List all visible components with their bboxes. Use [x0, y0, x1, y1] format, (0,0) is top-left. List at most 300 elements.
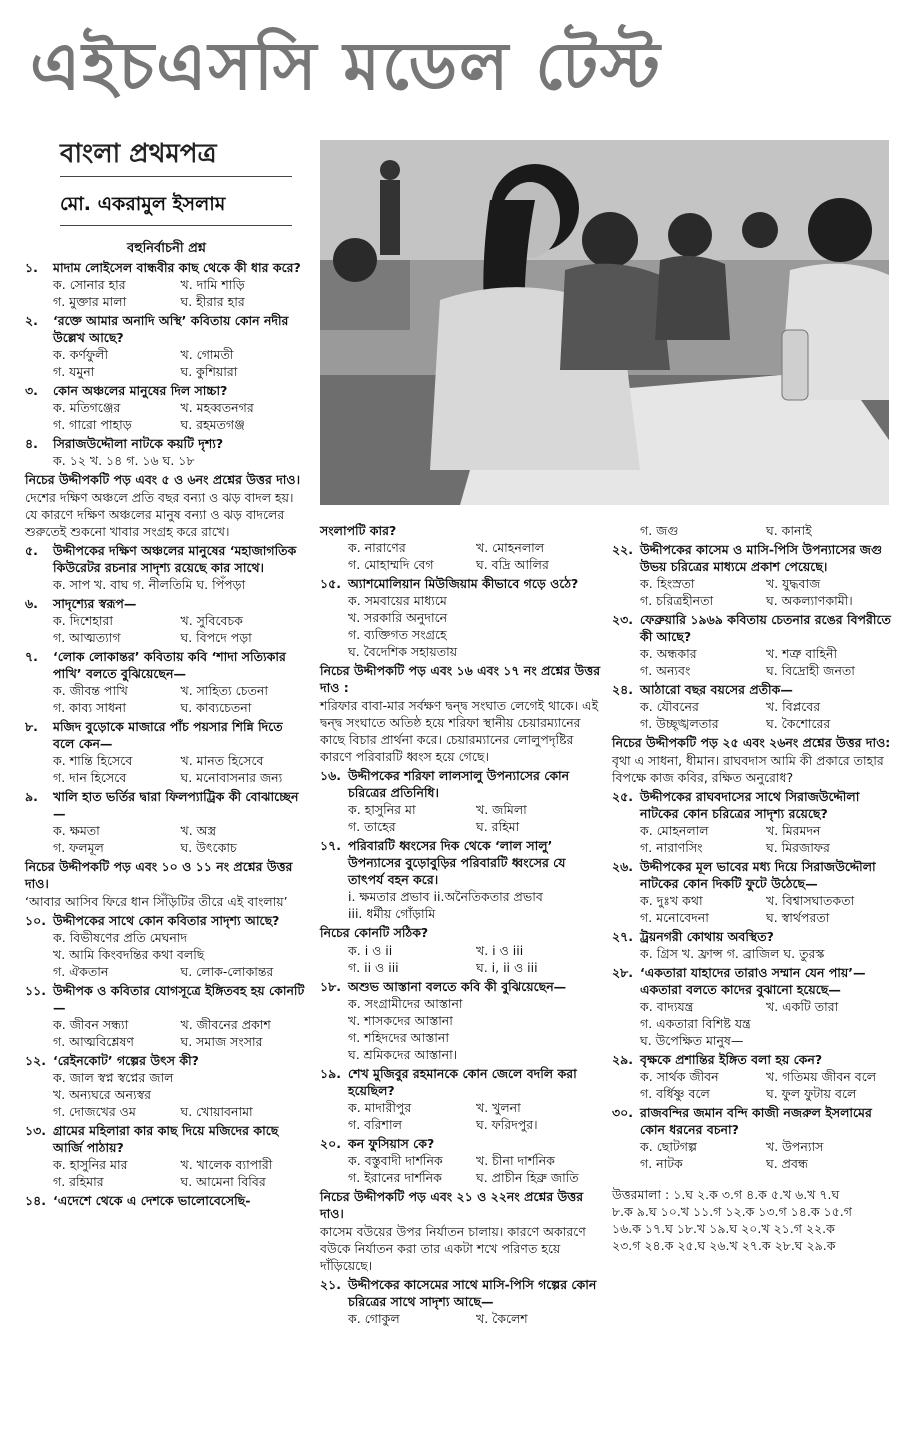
answer-option: গ. অন্যবং: [640, 663, 691, 678]
answer-option: ঘ. বিদ্রোহী জনতা: [766, 663, 855, 678]
question-text: ‘একতারা যাহাদের তারাও সম্মান যেন পায়’—একতারা বলতে কাদের বুঝানো হয়েছে—: [640, 965, 866, 997]
question-number: ৬.: [25, 596, 38, 611]
question: [320, 1135, 604, 1186]
stimulus-text: দেশের দক্ষিণ অঞ্চলে প্রতি বছর বন্যা ও ঝড় বাদল হয়। যে কারণে দক্ষিণ অঞ্চলের মানুষ বন্যা ও ঝড় বাদলের শুরুতেই শুকনো খাবার সংগ্রহ করে রাখে।: [25, 490, 294, 539]
stimulus-text: বৃথা এ সাধনা, ধীমান। রাঘবদাস আমি কী প্রকারে তাহার বিপক্ষে কাজ কবির, রক্ষিত অনুরোধ?: [612, 753, 884, 785]
answer-option: খ. উপন্যাস: [766, 1139, 824, 1154]
question-number: ১১.: [25, 983, 46, 998]
answer-option: খ. মহব্বতনগর: [180, 400, 254, 415]
question: [25, 1052, 308, 1120]
option-row: [25, 416, 308, 433]
option-row: [612, 822, 892, 839]
option-row: [612, 892, 892, 909]
question-number: ২৬.: [612, 859, 634, 874]
question-text: অশুভ আস্তানা বলতে কবি কী বুঝিয়েছেন—: [348, 979, 567, 994]
question-number: ২৫.: [612, 789, 633, 804]
option-row: [25, 1069, 308, 1086]
option-row: [25, 929, 308, 946]
question-number: ২০.: [320, 1136, 342, 1151]
question: [612, 788, 892, 856]
answer-option: ঘ. মিরজাফর: [766, 840, 830, 855]
question-stem: [25, 912, 308, 929]
question-text: সাদৃশ্যের স্বরূপ—: [53, 596, 137, 611]
option-row: [320, 1029, 604, 1046]
exam-hall-photo: [320, 140, 889, 505]
answer-option: খ. সুবিবেচক: [180, 613, 243, 628]
answer-option: ঘ. ফুল ফুটায় বলে: [766, 1086, 857, 1101]
option-row: [612, 1138, 892, 1155]
option-row: [320, 1046, 604, 1063]
option-row: [25, 452, 308, 469]
option-row: [320, 609, 604, 626]
question: [612, 928, 892, 962]
answer-option: গ. চরিত্রহীনতা: [640, 593, 714, 608]
question-text: ‘এদেশে থেকে এ দেশকে ভালোবেসেছি-: [53, 1193, 251, 1208]
answer-option: খ. আমি কিংবদন্তির কথা বলছি: [53, 947, 205, 962]
answer-option: ঘ. উৎকোচ: [180, 840, 237, 855]
question-number: ২৪.: [612, 682, 633, 697]
question: [25, 788, 308, 856]
answer-option: ঘ. লোক-লোকান্তর: [180, 964, 274, 979]
answer-option: ক. জীবন্ত পাখি: [53, 683, 128, 698]
option-row: [612, 909, 892, 926]
option-row: [612, 662, 892, 679]
question: [25, 718, 308, 786]
option-row: [25, 629, 308, 646]
question-text: অ্যাশমোলিয়ান মিউজিয়াম কীভাবে গড়ে ওঠে?: [348, 576, 579, 591]
question-stem: [612, 858, 892, 892]
option-row: [612, 715, 892, 732]
question-number: ২৮.: [612, 965, 633, 980]
option-row: [25, 1103, 308, 1120]
option-row: [320, 905, 604, 922]
answer-key-line: ৮.ক ৯.ঘ ১০.খ ১১.গ ১২.ক ১৩.গ ১৪.ক ১৫.গ: [612, 1204, 852, 1219]
option-row: [25, 612, 308, 629]
answer-option: ক. মতিগঞ্জের: [53, 400, 121, 415]
stimulus-text: কাসেম বউয়ের উপর নির্যাতন চালায়। কারণে অকারণে বউকে নির্যাতন করা তার একটা শখে পরিণত হয়ে দাঁড়িয়েছে।: [320, 1224, 586, 1273]
answer-option: ক. অন্ধকার: [640, 646, 697, 661]
question-stem: [612, 964, 892, 998]
answer-key-line: ১৬.ক ১৭.ঘ ১৮.খ ১৯.ঘ ২০.খ ২১.গ ২২.ক: [612, 1221, 835, 1236]
answer-option: ক. সার্থক জীবন: [640, 1069, 719, 1084]
answer-option: ঘ. উপেক্ষিত মানুষ—: [640, 1033, 744, 1048]
question-number: ৯.: [25, 789, 38, 804]
option-row: [320, 643, 604, 660]
answer-option: ঘ. রহমতগঞ্জ: [180, 417, 245, 432]
answer-option: ক. মোহনলাল: [640, 823, 709, 838]
question-number: ২১.: [320, 1277, 341, 1292]
stimulus-heading: নিচের উদ্দীপকটি পড় এবং ১৬ এবং ১৭ নং প্রশ্নের উত্তর দাও :: [320, 663, 601, 695]
answer-option: গ. নাটক: [640, 1156, 683, 1171]
question-text: ফেব্রুয়ারি ১৯৬৯ কবিতায় চেতনার রঙের বিপরীতে কী আছে?: [640, 612, 891, 644]
answer-option: ঘ. হীরার হার: [180, 294, 245, 309]
question: [25, 1122, 308, 1190]
question: [320, 837, 604, 922]
answer-option: ঘ. খোয়াবনামা: [180, 1104, 253, 1119]
question: [25, 382, 308, 433]
question: [25, 435, 308, 469]
option-row: [320, 1116, 604, 1133]
answer-option: ঘ. বিপদে পড়া: [180, 630, 252, 645]
question-number: ৩০.: [612, 1105, 634, 1120]
question-stem: [320, 1135, 604, 1152]
question: [25, 912, 308, 980]
question-number: ৪.: [25, 436, 38, 451]
answer-key: [612, 1186, 892, 1254]
answer-option: গ. শহিদদের আস্তানা: [348, 1030, 449, 1045]
question-number: ১৩.: [25, 1123, 46, 1138]
option-row: [612, 522, 892, 539]
question: [320, 1065, 604, 1133]
option-row: [612, 592, 892, 609]
question-stem: [25, 1192, 308, 1209]
question: [320, 1276, 604, 1327]
answer-option: ক. হাসুনির মা: [348, 802, 416, 817]
question-stem: [612, 541, 892, 575]
option-row: [25, 1033, 308, 1050]
answer-option: i. ক্ষমতার প্রভাব ii.অনৈতিকতার প্রভাব: [348, 889, 543, 904]
answer-option: ক. ১২ খ. ১৪ গ. ১৬ ঘ. ১৮: [53, 453, 195, 468]
question: [320, 767, 604, 835]
question: [612, 681, 892, 732]
question-number: ১২.: [25, 1053, 46, 1068]
question-number: ৮.: [25, 719, 38, 734]
question: [612, 541, 892, 609]
column-3-items: [612, 522, 892, 1172]
column-2: [320, 522, 604, 1329]
answer-option: গ. কাব্য সাধনা: [53, 700, 127, 715]
answer-option: গ. বর্ধিষ্ণু বলে: [640, 1086, 710, 1101]
answer-option: খ. সাহিত্য চেতনা: [180, 683, 268, 698]
question-text: ট্রয়নগরী কোথায় অবস্থিত?: [640, 929, 774, 944]
answer-option: ক. হিংস্রতা: [640, 576, 695, 591]
question-text: উদ্দীপকের কাসেমের সাথে মাসি-পিসি গল্পের কোন চরিত্রের সাথে সাদৃশ্য আছে—: [348, 1277, 597, 1309]
answer-option: ঘ. কানাই: [766, 523, 812, 538]
question-text: উদ্দীপকের রাঘবদাসের সাথে সিরাজউদ্দৌলা নাটকের কোন চরিত্রের সাদৃশ্য রয়েছে?: [640, 789, 860, 821]
subject-title: বাংলা প্রথমপত্র: [60, 139, 217, 169]
answer-option: খ. i ও iii: [476, 943, 524, 958]
option-row: [320, 1012, 604, 1029]
option-row: [612, 1032, 892, 1049]
answer-option: গ. একতারা বিশিষ্ট যন্ত্র: [640, 1016, 751, 1031]
question-stem: [25, 1052, 308, 1069]
question-stem: [612, 1104, 892, 1138]
answer-option: গ. ফলমূল: [53, 840, 104, 855]
question-stem: [25, 259, 308, 276]
stimulus-heading: নিচের উদ্দীপকটি পড় এবং ৫ ও ৬নং প্রশ্নের উত্তর দাও।: [25, 472, 301, 487]
answer-option: গ. মোহাম্মদি বেগ: [348, 557, 434, 572]
question-text: রাজবন্দির জমান বন্দি কাজী নজরুল ইসলামের কোন ধরনের বচনা?: [640, 1105, 872, 1137]
question-number: ১৭.: [320, 838, 341, 853]
question-text: উদ্দীপকের শরিফা লালসালু উপন্যাসের কোন চরিত্রের প্রতিনিধি।: [348, 768, 570, 800]
question-text: খালি হাত ভর্তির দ্বারা ফিলপ্যাট্রিক কী বোঝাচ্ছেন—: [53, 789, 299, 821]
option-row: [25, 399, 308, 416]
answer-option: ক. দিশেহারা: [53, 613, 113, 628]
stimulus-heading: নিচের উদ্দীপকটি পড় এবং ২১ ও ২২নং প্রশ্নের উত্তর দাও।: [320, 1189, 584, 1221]
question: [612, 1104, 892, 1172]
question-stem: [25, 648, 308, 682]
question-text: শেখ মুজিবুর রহমানকে কোন জেলে বদলি করা হয়েছিল?: [348, 1066, 577, 1098]
option-group: [320, 942, 604, 976]
question-text: উদ্দীপকের দক্ষিণ অঞ্চলের মানুষের ‘মহাজাগতিক কিউরেটর রচনার সাদৃশ্য রয়েছে কার সাথে।: [53, 543, 297, 575]
answer-option: ঘ. আমেনা বিবির: [180, 1174, 266, 1189]
option-row: [612, 645, 892, 662]
question-stem: [612, 681, 892, 698]
answer-option: গ. নারাণসিং: [640, 840, 703, 855]
question: [25, 542, 308, 593]
page-title: এইচএসসি মডেল টেস্ট: [30, 28, 662, 105]
answer-option: খ. শত্রু বাহিনী: [766, 646, 838, 661]
question-text: উদ্দীপকের মূল ভাবের মধ্য দিয়ে সিরাজউদ্দৌলা নাটকের কোন দিকটি ফুটে উঠেছে—: [640, 859, 876, 891]
answer-option: গ. মুক্তার মালা: [53, 294, 127, 309]
answer-option: ক. গ্রিস খ. ফ্রান্স গ. ব্রাজিল ঘ. তুরস্ক: [640, 946, 825, 961]
question-number: ২৭.: [612, 929, 634, 944]
answer-option: গ. উচ্ছৃঙ্খলতার: [640, 716, 719, 731]
option-row: [612, 1015, 892, 1032]
option-row: [612, 575, 892, 592]
option-row: [320, 592, 604, 609]
answer-option: ক. বিভীষণের প্রতি মেঘনাদ: [53, 930, 188, 945]
answer-option: ক. বাদ্যযন্ত্র: [640, 999, 694, 1014]
stimulus-heading: নিচের উদ্দীপকটি পড় এবং ১০ ও ১১ নং প্রশ্নের উত্তর দাও।: [25, 859, 293, 891]
question-number: ২২.: [612, 542, 634, 557]
question-number: ২.: [25, 313, 38, 328]
question-number: ৫.: [25, 543, 38, 558]
question: [612, 1051, 892, 1102]
answer-option: ক. হাসুনির মার: [53, 1157, 128, 1172]
answer-option: ঘ. বৈদেশিক সহায়তায়: [348, 644, 458, 659]
option-row: [612, 945, 892, 962]
answer-option: ঘ. প্রবন্ধ: [766, 1156, 808, 1171]
answer-option: iii. ধর্মীয় গোঁড়ামি: [348, 906, 436, 921]
question-text: গ্রামের মহিলারা কার কাছ দিয়ে মজিদের কাছে আর্জি পাঠায়?: [53, 1123, 279, 1155]
question-number: ১০.: [25, 913, 46, 928]
option-row: [320, 626, 604, 643]
question-stem: [320, 1065, 604, 1099]
question-stem: [612, 611, 892, 645]
answer-option: ক. কর্ণফুলী: [53, 347, 109, 362]
answer-option: খ. চীনা দার্শনিক: [476, 1153, 555, 1168]
question-stem: [25, 435, 308, 452]
option-row: [25, 1173, 308, 1190]
question-text: মজিদ বুড়োকে মাজারে পাঁচ পয়সার শিন্নি দিতে বলে কেন—: [53, 719, 283, 751]
answer-option: ক. ছোটগল্প: [640, 1139, 697, 1154]
answer-option: গ. দান হিসেবে: [53, 770, 127, 785]
option-row: [25, 576, 308, 593]
option-row: [320, 1310, 604, 1327]
question-stem: [25, 312, 308, 346]
option-row: [612, 1085, 892, 1102]
option-row: [25, 752, 308, 769]
answer-option: ক. শান্তি হিসেবে: [53, 753, 133, 768]
question-text: কন ফুসিয়াস কে?: [348, 1136, 435, 1151]
answer-option: গ. ইরানের দার্শনিক: [348, 1170, 442, 1185]
question: [320, 575, 604, 660]
answer-option: গ. ঐকতান: [53, 964, 109, 979]
answer-option: খ. অন্যঘরে অন্যস্বর: [53, 1087, 152, 1102]
answer-option: ক. যৌবনের: [640, 699, 699, 714]
option-row: [320, 888, 604, 905]
answer-option: গ. গারো পাহাড়: [53, 417, 132, 432]
option-row: [320, 1169, 604, 1186]
answer-option: গ. মনোবেদনা: [640, 910, 709, 925]
question: [25, 648, 308, 716]
stimulus-heading: নিচের উদ্দীপকটি পড় ২৫ এবং ২৬নং প্রশ্নের উত্তর দাও:: [612, 735, 891, 750]
option-row: [25, 839, 308, 856]
answer-option: ক. দুঃখ কথা: [640, 893, 703, 908]
question-number: ২৯.: [612, 1052, 633, 1067]
option-row: [612, 998, 892, 1015]
author-byline: মো. একরামুল ইসলাম: [60, 193, 226, 215]
answer-option: খ. দামি শাড়ি: [180, 277, 245, 292]
answer-option: ঘ. স্বার্থপরতা: [766, 910, 830, 925]
answer-option: খ. একটি তারা: [766, 999, 839, 1014]
answer-option: ঘ. কাব্যচেতনা: [180, 700, 252, 715]
option-row: [25, 346, 308, 363]
option-group: [612, 522, 892, 539]
question: [25, 312, 308, 380]
question-number: ১৫.: [320, 576, 341, 591]
answer-option: ক. জীবন সন্ধ্যা: [53, 1017, 129, 1032]
question-text: ‘লোক লোকান্তর’ কবিতায় কবি ‘শাদা সত্যিকার পাখি’ বলতে বুঝিয়েছেন—: [53, 649, 286, 681]
answer-option: গ. ব্যক্তিগত সংগ্রহে: [348, 627, 447, 642]
answer-option: খ. মোহনলাল: [476, 540, 545, 555]
answer-option: ঘ. কুশিয়ারা: [180, 364, 238, 379]
option-row: [320, 539, 604, 556]
question-text: সংলাপটি কার?: [320, 523, 397, 538]
question-text: ‘রেইনকোট’ গল্পের উৎস কী?: [53, 1053, 199, 1068]
answer-option: খ. শাসকদের আস্তানা: [348, 1013, 453, 1028]
answer-option: খ. জমিলা: [476, 802, 527, 817]
option-row: [25, 363, 308, 380]
option-row: [612, 1155, 892, 1172]
stimulus-text: ‘আবার আসিব ফিরে ধান সিঁড়িটির তীরে এই বাংলায়’: [25, 894, 288, 909]
question: [25, 595, 308, 646]
question-stem: [320, 575, 604, 592]
question: [612, 858, 892, 926]
answer-option: ঘ. ফরিদপুর।: [476, 1117, 538, 1132]
answer-option: ক. সাপ খ. বাঘ গ. নীলতিমি ঘ. পিঁপড়া: [53, 577, 246, 592]
question-text: আঠারো বছর বয়সের প্রতীক—: [640, 682, 793, 697]
answer-option: গ. ii ও iii: [348, 960, 399, 975]
answer-option: ঘ. সমাজ সংসার: [180, 1034, 263, 1049]
option-row: [320, 801, 604, 818]
option-row: [320, 959, 604, 976]
stimulus-heading: নিচের কোনটি সঠিক?: [320, 925, 429, 940]
answer-option: খ. গতিময় জীবন বলে: [766, 1069, 877, 1084]
question: [612, 611, 892, 679]
question-text: ‘রক্তে আমার অনাদি অস্থি’ কবিতায় কোন নদীর উল্লেখ আছে?: [53, 313, 289, 345]
option-row: [25, 946, 308, 963]
question-stem: [25, 718, 308, 752]
answer-option: খ. সরকারি অনুদানে: [348, 610, 448, 625]
answer-option: গ. আত্মত্যাগ: [53, 630, 121, 645]
question-text: উদ্দীপক ও কবিতার যোগসূত্রে ইঙ্গিতবহ হয় কোনটি—: [53, 983, 305, 1015]
answer-option: গ. আত্মবিশ্লেষণ: [53, 1034, 134, 1049]
question-text: উদ্দীপকের সাথে কোন কবিতার সাদৃশ্য আছে?: [53, 913, 280, 928]
section-title: বহুনির্বাচনী প্রশ্ন: [127, 241, 206, 256]
option-row: [25, 293, 308, 310]
answer-option: গ. বরিশাল: [348, 1117, 402, 1132]
option-row: [25, 682, 308, 699]
question-number: ১৯.: [320, 1066, 341, 1081]
answer-option: খ. গোমতী: [180, 347, 234, 362]
option-row: [25, 699, 308, 716]
question-stem: [25, 788, 308, 822]
option-row: [25, 1156, 308, 1173]
answer-option: গ. রহিমার: [53, 1174, 104, 1189]
option-row: [25, 1016, 308, 1033]
option-row: [25, 276, 308, 293]
answer-option: ক. গোকুল: [348, 1311, 400, 1326]
answer-option: ক. জাল স্বপ্ন স্বপ্নের জাল: [53, 1070, 174, 1085]
answer-option: ঘ. প্রাচীন হিব্রু জাতি: [476, 1170, 579, 1185]
answer-option: গ. যমুনা: [53, 364, 95, 379]
option-row: [320, 942, 604, 959]
question-stem: [612, 788, 892, 822]
option-row: [320, 556, 604, 573]
question-number: ২৩.: [612, 612, 634, 627]
answer-option: ক. বস্তুবাদী দার্শনিক: [348, 1153, 443, 1168]
question-stem: [25, 982, 308, 1016]
answer-option: খ. বিপ্লবের: [766, 699, 821, 714]
question-stem: [25, 595, 308, 612]
question-stem: [25, 1122, 308, 1156]
question-text: উদ্দীপকের কাসেম ও মাসি-পিসি উপন্যাসের জগু উভয় চরিত্রের মাধ্যমে প্রকাশ পেয়েছে।: [640, 542, 883, 574]
answer-option: গ. তাহের: [348, 819, 396, 834]
answer-option: ক. মাদারীপুর: [348, 1100, 412, 1115]
answer-option: গ. দোজখের ওম: [53, 1104, 136, 1119]
answer-option: খ. অস্ত্র: [180, 823, 217, 838]
answer-option: ক. নারাণের: [348, 540, 406, 555]
answer-option: ঘ. অকল্যাণকামী।: [766, 593, 853, 608]
question-continued: [320, 522, 604, 573]
option-row: [320, 995, 604, 1012]
answer-option: ঘ. বদ্রি আলির: [476, 557, 549, 572]
question-stem: [25, 542, 308, 576]
option-row: [320, 1152, 604, 1169]
answer-key-line: ২৩.গ ২৪.ক ২৫.ঘ ২৬.খ ২৭.ক ২৮.ঘ ২৯.ক: [612, 1238, 836, 1253]
answer-option: ক. সমবায়ের মাধ্যমে: [348, 593, 447, 608]
question-number: ৭.: [25, 649, 38, 664]
question-number: ১৮.: [320, 979, 341, 994]
question-text: বৃক্ষকে প্রশান্তির ইঙ্গিত বলা হয় কেন?: [640, 1052, 823, 1067]
column-3: [612, 522, 892, 1254]
question: [25, 1192, 308, 1209]
question-stem: [25, 382, 308, 399]
answer-option: ঘ. রহিমা: [476, 819, 520, 834]
question: [25, 259, 308, 310]
answer-key-line: উত্তরমালা : ১.ঘ ২.ক ৩.গ ৪.ক ৫.খ ৬.খ ৭.ঘ: [612, 1187, 840, 1202]
question-stem: [612, 1051, 892, 1068]
option-row: [612, 698, 892, 715]
divider: [60, 225, 292, 226]
question: [320, 978, 604, 1063]
question: [25, 982, 308, 1050]
option-row: [320, 818, 604, 835]
option-row: [25, 769, 308, 786]
question-text: পরিবারটি ধ্বংসের দিক থেকে ‘লাল সালু’ উপন্যাসের বুড়োবুড়ির পরিবারটি ধ্বংসের যে তাৎপর্য বহন করে।: [348, 838, 566, 887]
option-row: [25, 963, 308, 980]
answer-option: ঘ. শ্রমিকদের আস্তানা।: [348, 1047, 458, 1062]
question-text: সিরাজউদ্দৌলা নাটকে কয়টি দৃশ্য?: [53, 436, 224, 451]
answer-option: খ. মানত হিসেবে: [180, 753, 264, 768]
question-text: মাদাম লোইসেল বান্ধবীর কাছ থেকে কী ধার করে?: [53, 260, 301, 275]
answer-option: ক. সোনার হার: [53, 277, 126, 292]
answer-option: গ. জগু: [640, 523, 679, 538]
answer-option: ক. সংগ্রামীদের আস্তানা: [348, 996, 463, 1011]
question-stem: [320, 767, 604, 801]
